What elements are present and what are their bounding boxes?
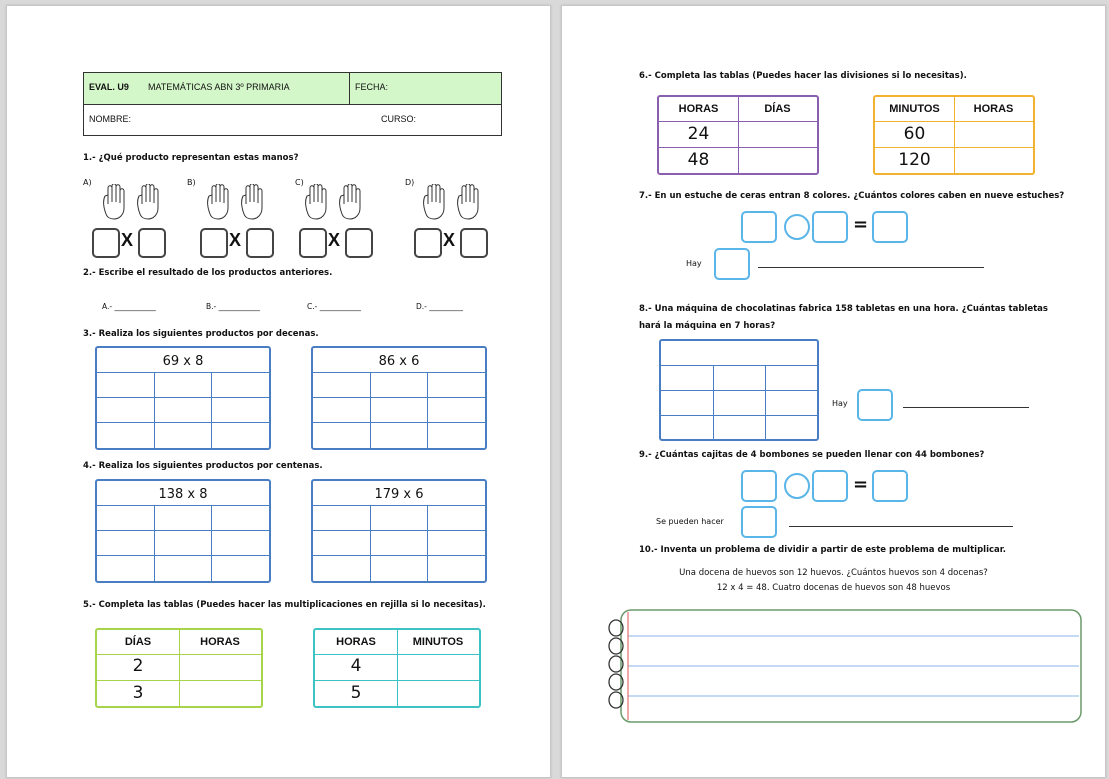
label-a: A) [83, 178, 92, 187]
hay-label: Hay [832, 399, 848, 408]
answer-box[interactable] [714, 248, 750, 280]
answer-line[interactable] [903, 407, 1029, 408]
answer-box-b1[interactable] [200, 228, 228, 258]
grid-69x8[interactable] [95, 346, 271, 450]
label-d: D) [405, 178, 415, 187]
table-header: HORAS [336, 636, 376, 648]
answer-box[interactable] [857, 389, 893, 421]
hand-icon [131, 184, 163, 220]
answer-box-b2[interactable] [246, 228, 274, 258]
grid-operation: 179 x 6 [374, 487, 424, 502]
problem-line-1: Una docena de huevos son 12 huevos. ¿Cuántos huevos son 4 docenas? [679, 568, 988, 578]
times-sign: X [121, 230, 134, 250]
table-cell: 60 [903, 124, 926, 144]
nombre-field[interactable]: NOMBRE: [89, 114, 132, 124]
grid-138x8[interactable] [95, 479, 271, 583]
operator-circle[interactable] [784, 473, 810, 499]
table-cell: 3 [132, 683, 144, 703]
fecha-field[interactable]: FECHA: [355, 82, 389, 92]
notebook-writing-area[interactable] [606, 606, 1086, 726]
worksheet-page-2 [561, 5, 1106, 778]
hand-icon [235, 184, 267, 220]
table-cell: 5 [350, 683, 362, 703]
times-sign: X [443, 230, 456, 250]
hand-icon [451, 184, 483, 220]
table-cell: 120 [898, 150, 931, 170]
answer-box[interactable] [741, 506, 777, 538]
table-horas-dias[interactable] [657, 95, 819, 175]
answer-box-d2[interactable] [460, 228, 488, 258]
table-header: HORAS [200, 636, 240, 648]
curso-field[interactable]: CURSO: [381, 114, 417, 124]
table-header: MINUTOS [889, 103, 940, 115]
answer-box[interactable] [872, 211, 908, 243]
table-cell: 4 [350, 656, 362, 676]
table-header: HORAS [973, 103, 1014, 115]
grid-operation: 138 x 8 [158, 487, 208, 502]
grid-158x7[interactable] [659, 339, 819, 441]
grid-operation: 86 x 6 [378, 354, 420, 369]
label-b: B) [187, 178, 196, 187]
answer-box-c1[interactable] [299, 228, 327, 258]
worksheet-page-1 [6, 5, 551, 778]
times-sign: X [328, 230, 341, 250]
answer-line[interactable] [789, 526, 1013, 527]
header-table [83, 72, 502, 136]
header-top-row [84, 73, 501, 105]
table-header: DÍAS [764, 103, 791, 115]
question-7-title: 7.- En un estuche de ceras entran 8 colores. ¿Cuántos colores caben en nueve estuches? [639, 191, 1065, 201]
answer-box[interactable] [741, 211, 777, 243]
question-3-title: 3.- Realiza los siguientes productos por decenas. [83, 329, 319, 339]
answer-box[interactable] [741, 470, 777, 502]
answer-line-a[interactable]: A.- ___________ [102, 302, 156, 311]
hand-icon [97, 184, 129, 220]
grid-86x6[interactable] [311, 346, 487, 450]
answer-line[interactable] [758, 267, 984, 268]
question-8-title-line2: hará la máquina en 7 horas? [639, 321, 776, 331]
label-c: C) [295, 178, 304, 187]
question-4-title: 4.- Realiza los siguientes productos por centenas. [83, 461, 323, 471]
hand-icon [333, 184, 365, 220]
answer-line-c[interactable]: C.- ___________ [307, 302, 361, 311]
answer-box-d1[interactable] [414, 228, 442, 258]
times-sign: X [229, 230, 242, 250]
equals-sign: = [853, 474, 869, 495]
equals-sign: = [853, 214, 869, 235]
problem-line-2: 12 x 4 = 48. Cuatro docenas de huevos son 48 huevos [716, 583, 951, 593]
question-8-title-line1: 8.- Una máquina de chocolatinas fabrica 158 tabletas en una hora. ¿Cuántas tabletas [639, 304, 1048, 314]
eval-label: EVAL. U9 [89, 82, 129, 92]
question-10-title: 10.- Inventa un problema de dividir a partir de este problema de multiplicar. [639, 545, 1006, 555]
hay-label: Hay [686, 259, 702, 268]
question-5-title: 5.- Completa las tablas (Puedes hacer las multiplicaciones en rejilla si lo necesitas). [83, 600, 486, 610]
hand-icon [417, 184, 449, 220]
answer-box-a1[interactable] [92, 228, 120, 258]
hand-icon [299, 184, 331, 220]
table-cell: 48 [687, 150, 710, 170]
table-header: DÍAS [124, 636, 152, 648]
answer-box[interactable] [812, 211, 848, 243]
question-9-title: 9.- ¿Cuántas cajitas de 4 bombones se pueden llenar con 44 bombones? [639, 450, 985, 460]
answer-box[interactable] [872, 470, 908, 502]
answer-box-a2[interactable] [138, 228, 166, 258]
se-pueden-label: Se pueden hacer [656, 517, 724, 526]
table-dias-horas[interactable] [95, 628, 263, 708]
table-header: HORAS [678, 103, 719, 115]
answer-line-d[interactable]: D.- _________ [416, 302, 463, 311]
grid-179x6[interactable] [311, 479, 487, 583]
grid-operation: 69 x 8 [162, 354, 204, 369]
operator-circle[interactable] [784, 214, 810, 240]
question-1-title: 1.- ¿Qué producto representan estas manos? [83, 153, 299, 163]
table-minutos-horas[interactable] [873, 95, 1035, 175]
table-header: MINUTOS [412, 636, 464, 648]
answer-box[interactable] [812, 470, 848, 502]
table-cell: 2 [132, 656, 144, 676]
hand-icon [201, 184, 233, 220]
answer-box-c2[interactable] [345, 228, 373, 258]
question-6-title: 6.- Completa las tablas (Puedes hacer las divisiones si lo necesitas). [639, 71, 967, 81]
question-2-title: 2.- Escribe el resultado de los productos anteriores. [83, 268, 333, 278]
table-horas-minutos[interactable] [313, 628, 481, 708]
subject-label: MATEMÁTICAS ABN 3º PRIMARIA [148, 82, 290, 92]
answer-line-b[interactable]: B.- ___________ [206, 302, 260, 311]
table-cell: 24 [687, 124, 710, 144]
